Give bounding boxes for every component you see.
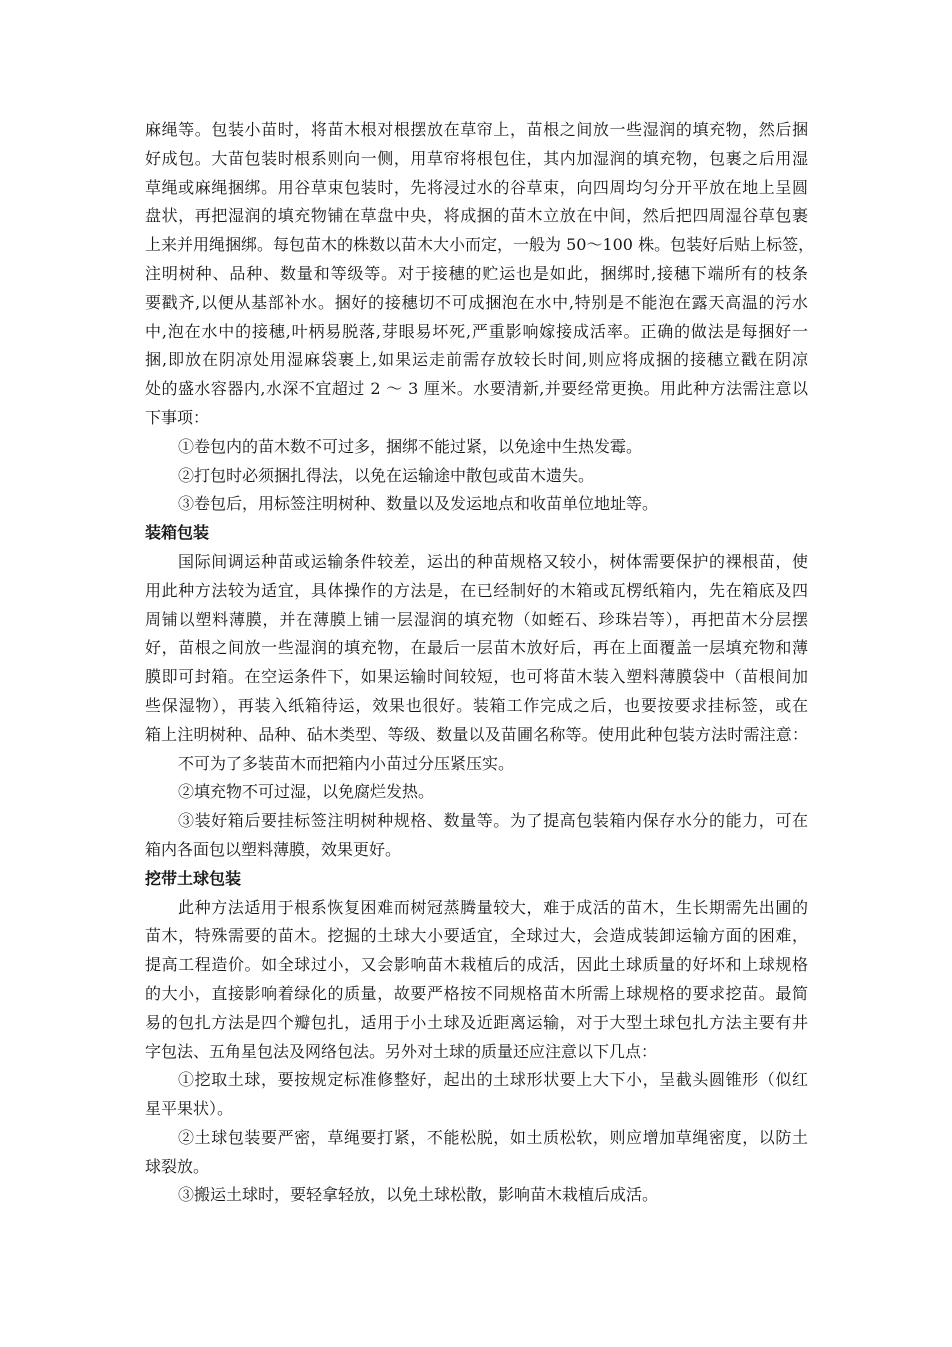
text-line: 此种方法适用于根系恢复困难而树冠蒸腾量较大，难于成活的苗木，生长期需先出圃的 bbox=[178, 897, 808, 917]
text-line: 箱内各面包以塑料薄膜，效果更好。 bbox=[145, 839, 402, 859]
list-item: 不可为了多装苗木而把箱内小苗过分压紧压实。 bbox=[178, 753, 515, 773]
paragraph-bundle-packing bbox=[145, 116, 815, 433]
text-line: 提高工程造价。如全球过小，又会影响苗木栽植后的成活，因此土球质量的好坏和上球规格 bbox=[145, 955, 808, 975]
text-line: 草绳或麻绳捆绑。用谷草束包装时，先将浸过水的谷草束，向四周均匀分开平放在地上呈圆 bbox=[145, 177, 808, 197]
list-item: ③搬运土球时，要轻拿轻放，以免土球松散，影响苗木栽植后成活。 bbox=[178, 1185, 659, 1205]
text-line: 上来并用绳捆绑。每包苗木的株数以苗木大小而定，一般为 50～100 株。包装好后贴上标签， bbox=[145, 235, 815, 255]
paragraph-box-packing bbox=[145, 548, 808, 750]
text-line: 处的盛水容器内,水深不宜超过 2 ～ 3 厘米。水要清新,并要经常更换。用此种方法需注意以 bbox=[145, 379, 808, 399]
list-item: ①卷包内的苗木数不可过多，捆绑不能过紧，以免途中生热发霉。 bbox=[178, 436, 643, 456]
text-line: 些保湿物），再装入纸箱待运，效果也很好。装箱工作完成之后，也要按要求挂标签，或在 bbox=[145, 695, 808, 715]
text-line: ③装好箱后要挂标签注明树种规格、数量等。为了提高包装箱内保存水分的能力，可在 bbox=[178, 811, 808, 831]
section-heading: 挖带土球包装 bbox=[145, 868, 242, 888]
text-line: 要戳齐,以便从基部补水。捆好的接穗切不可成捆泡在水中,特别是不能泡在露天高温的污水 bbox=[145, 292, 808, 312]
text-line: 盘状，再把湿润的填充物铺在草盘中央，将成捆的苗木立放在中间，然后把四周湿谷草包裹 bbox=[145, 206, 808, 226]
list-item: ②打包时必须捆扎得法，以免在运输途中散包或苗木遗失。 bbox=[178, 465, 595, 485]
text-line: 易的包扎方法是四个瓣包扎，适用于小土球及近距离运输，对于大型土球包扎方法主要有井 bbox=[145, 1012, 808, 1032]
note-list bbox=[145, 750, 808, 865]
text-line: 膜即可封箱。在空运条件下，如果运输时间较短，也可将苗木装入塑料薄膜袋中（苗根间加 bbox=[145, 667, 808, 687]
text-line: ②土球包装要严密，草绳要打紧，不能松脱，如土质松软，则应增加草绳密度，以防土 bbox=[178, 1127, 808, 1147]
text-line: 麻绳等。包装小苗时，将苗木根对根摆放在草帘上，苗根之间放一些湿润的填充物，然后捆 bbox=[145, 120, 808, 139]
text-line: 箱上注明树种、品种、砧木类型、等级、数量以及苗圃名称等。使用此种包装方法时需注意： bbox=[145, 724, 808, 744]
text-line: 捆,即放在阴凉处用湿麻袋裹上,如果运走前需存放较长时间,则应将成捆的接穗立戳在阴凉 bbox=[145, 350, 808, 370]
list-item bbox=[145, 1066, 808, 1124]
text-line: 注明树种、品种、数量和等级等。对于接穗的贮运也是如此，捆绑时,接穗下端所有的枝条 bbox=[145, 263, 808, 283]
text-line: 用此种方法较为适宜，具体操作的方法是，在已经制好的木箱或瓦楞纸箱内，先在箱底及四 bbox=[145, 580, 808, 600]
page-body bbox=[145, 116, 815, 1210]
list-item: ②填充物不可过湿，以免腐烂发热。 bbox=[178, 782, 435, 802]
text-line: 中,泡在水中的接穗,叶柄易脱落,芽眼易坏死,严重影响嫁接成活率。正确的做法是每捆好一 bbox=[145, 321, 808, 341]
text-line: 球裂放。 bbox=[145, 1156, 210, 1176]
text-line: 星平果状）。 bbox=[145, 1099, 234, 1119]
text-line: 好成包。大苗包装时根系则向一侧，用草帘将根包住，其内加湿润的填充物，包裹之后用湿 bbox=[145, 148, 808, 168]
list-item bbox=[145, 807, 808, 865]
text-line: 下事项： bbox=[145, 407, 210, 427]
text-line: ①挖取土球，要按规定标准修整好，起出的土球形状要上大下小，呈截头圆锥形（似红 bbox=[178, 1070, 808, 1090]
section-heading: 装箱包装 bbox=[145, 523, 210, 543]
text-line: 国际间调运种苗或运输条件较差，运出的种苗规格又较小，树体需要保护的裸根苗，使 bbox=[178, 551, 808, 571]
text-line: 苗木，特殊需要的苗木。挖掘的土球大小要适宜，全球过大，会造成装卸运输方面的困难， bbox=[145, 926, 808, 946]
note-list bbox=[145, 1066, 808, 1210]
list-item: ③卷包后，用标签注明树种、数量以及发运地点和收苗单位地址等。 bbox=[178, 494, 659, 514]
text-line: 字包法、五角星包法及网络包法。另外对土球的质量还应注意以下几点： bbox=[145, 1041, 658, 1061]
paragraph-soil-ball-packing bbox=[145, 894, 808, 1067]
note-list bbox=[145, 433, 808, 519]
list-item bbox=[145, 1124, 808, 1182]
text-line: 的大小，直接影响着绿化的质量，故要严格按不同规格苗木所需上球规格的要求挖苗。最简 bbox=[145, 983, 808, 1003]
text-line: 周铺以塑料薄膜，并在薄膜上铺一层湿润的填充物（如蛭石、珍珠岩等），再把苗木分层摆 bbox=[145, 609, 808, 629]
text-line: 好，苗根之间放一些湿润的填充物，在最后一层苗木放好后，再在上面覆盖一层填充物和薄 bbox=[145, 638, 808, 658]
